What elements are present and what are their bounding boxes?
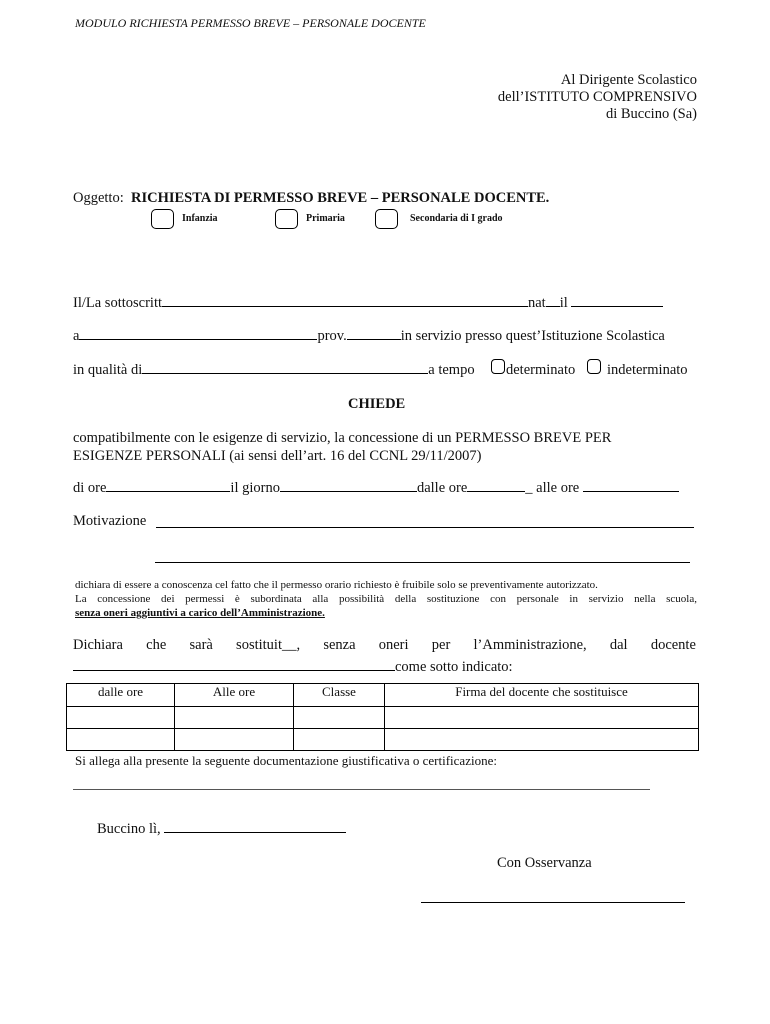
table-header-row xyxy=(67,684,699,707)
row-birthplace: a prov. in servizio presso quest’Istituzione Scolastica xyxy=(73,328,665,344)
row-hours: di ore il giorno dalle ore _ alle ore xyxy=(73,480,679,497)
table-header: Alle ore xyxy=(175,684,294,707)
determinato-label: determinato xyxy=(506,362,576,378)
table-header: Classe xyxy=(294,684,385,707)
table-cell[interactable] xyxy=(294,707,385,729)
date-field[interactable] xyxy=(164,832,346,833)
substitute-teacher-field[interactable] xyxy=(73,670,395,671)
addressee-line-2: dell’ISTITUTO COMPRENSIVO xyxy=(497,89,697,105)
row-qualifica: in qualità di a tempo xyxy=(73,362,475,378)
table-cell[interactable] xyxy=(175,729,294,751)
table-cell[interactable] xyxy=(294,729,385,751)
hours-count-field[interactable] xyxy=(106,491,230,492)
substitution-table xyxy=(66,683,699,751)
birthplace-field[interactable] xyxy=(79,339,317,340)
place-date: Buccino lì, xyxy=(97,821,346,838)
qualifica-field[interactable] xyxy=(142,373,428,374)
attachment-label: Si allega alla presente la seguente documentazione giustificativa o certificazione: xyxy=(75,753,497,768)
table-row xyxy=(67,729,699,751)
row-sottoscritto: Il/La sottoscritt nat il xyxy=(73,295,663,312)
chiede-heading: CHIEDE xyxy=(348,396,406,412)
to-hour-field[interactable] xyxy=(583,491,679,492)
table-header: Firma del docente che sostituisce xyxy=(385,684,699,707)
declaration-line-2: come sotto indicato: xyxy=(73,659,513,676)
attachment-field[interactable] xyxy=(73,789,650,790)
checkbox-infanzia[interactable] xyxy=(151,209,174,229)
subject-label: Oggetto: xyxy=(73,190,124,206)
table-cell[interactable] xyxy=(67,707,175,729)
table-cell[interactable] xyxy=(67,729,175,751)
table-row xyxy=(67,707,699,729)
motivazione-field-2[interactable] xyxy=(155,562,690,563)
table-cell[interactable] xyxy=(385,707,699,729)
motivazione-label: Motivazione xyxy=(73,513,147,529)
checkbox-determinato[interactable] xyxy=(491,359,505,374)
checkbox-indeterminato[interactable] xyxy=(587,359,601,374)
option-infanzia-label: Infanzia xyxy=(182,213,218,224)
request-text: compatibilmente con le esigenze di servizio, la concessione di un PERMESSO BREVE PER ESIGENZE PERSONALI (ai sensi dell’art. 16 del CCNL 29/11/2007) xyxy=(73,430,612,464)
addressee-line-1: Al Dirigente Scolastico xyxy=(560,72,697,88)
checkbox-secondaria[interactable] xyxy=(375,209,398,229)
name-field[interactable] xyxy=(162,306,528,307)
addressee-line-3: di Buccino (Sa) xyxy=(605,106,697,122)
subject-title: RICHIESTA DI PERMESSO BREVE – PERSONALE DOCENTE. xyxy=(131,190,550,206)
addressee xyxy=(498,72,697,123)
closing: Con Osservanza xyxy=(497,855,592,871)
subject xyxy=(73,190,549,207)
table-cell[interactable] xyxy=(385,729,699,751)
option-primaria-label: Primaria xyxy=(306,213,345,224)
table-header: dalle ore xyxy=(67,684,175,707)
checkbox-primaria[interactable] xyxy=(275,209,298,229)
indeterminato-label: indeterminato xyxy=(607,362,688,378)
form-header: MODULO RICHIESTA PERMESSO BREVE – PERSONALE DOCENTE xyxy=(75,16,426,30)
option-secondaria-label: Secondaria di I grado xyxy=(410,213,503,224)
table-cell[interactable] xyxy=(175,707,294,729)
province-field[interactable] xyxy=(347,339,401,340)
notice: dichiara di essere a conoscenza cel fatto che il permesso orario richiesto è fruibile solo se preventivamente autorizzato. La concessione dei permessi è subordinata alla possibilità della sostituzione con personale in servizio nella scuola, senza oneri aggiuntivi a carico dell’Amministrazione. xyxy=(75,579,697,619)
motivazione-field[interactable] xyxy=(156,527,694,528)
gender-field[interactable] xyxy=(546,306,560,307)
day-field[interactable] xyxy=(280,491,417,492)
birth-date-field[interactable] xyxy=(571,306,663,307)
declaration-line: Dichiara che sarà sostituit__, senza oneri per l’Amministrazione, dal docente xyxy=(73,637,696,653)
signature-line[interactable] xyxy=(421,902,685,903)
from-hour-field[interactable] xyxy=(467,491,525,492)
